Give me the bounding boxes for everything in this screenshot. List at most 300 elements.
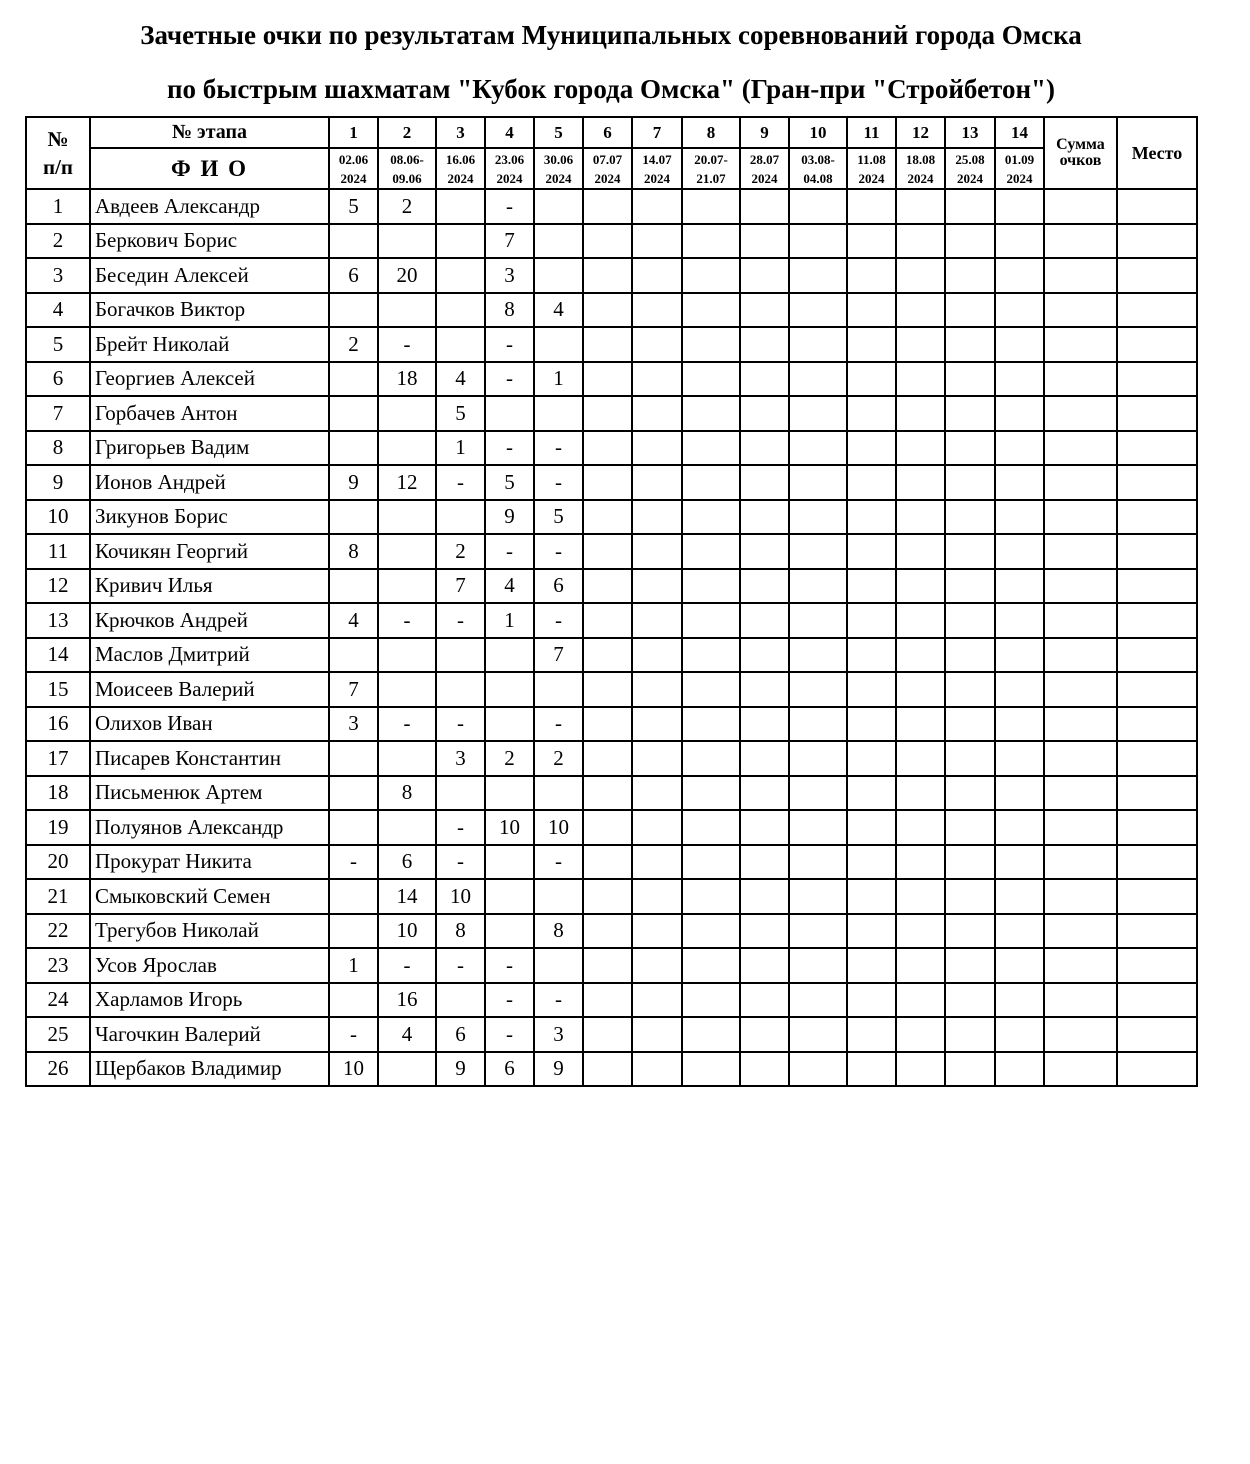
- score-cell-stage-10: [789, 948, 847, 983]
- sum-cell: [1044, 741, 1117, 776]
- score-cell-stage-2: [378, 224, 436, 259]
- score-cell-stage-3: 10: [436, 879, 485, 914]
- header-stage-date-line-1: 28.07: [749, 151, 780, 167]
- score-cell-stage-9: [740, 327, 789, 362]
- score-cell-stage-2: 14: [378, 879, 436, 914]
- score-cell-stage-11: [847, 362, 896, 397]
- score-cell-stage-12: [896, 1017, 945, 1052]
- score-cell-stage-14: [995, 776, 1044, 811]
- score-cell-stage-5: -: [534, 603, 583, 638]
- score-cell-stage-11: [847, 707, 896, 742]
- header-stage-date-line-2: 2024: [594, 170, 621, 186]
- score-cell-stage-7: [632, 362, 682, 397]
- score-cell-stage-2: 12: [378, 465, 436, 500]
- sum-cell: [1044, 293, 1117, 328]
- score-cell-stage-2: 2: [378, 189, 436, 224]
- row-number-cell: 17: [26, 741, 90, 776]
- score-cell-stage-12: [896, 845, 945, 880]
- score-cell-stage-3: 1: [436, 431, 485, 466]
- score-cell-stage-1: [329, 741, 378, 776]
- score-cell-stage-13: [945, 603, 995, 638]
- table-row: [26, 707, 1197, 742]
- table-row: [26, 603, 1197, 638]
- score-cell-stage-7: [632, 810, 682, 845]
- score-cell-stage-8: [682, 258, 740, 293]
- score-cell-stage-8: [682, 948, 740, 983]
- score-cell-stage-10: [789, 500, 847, 535]
- score-cell-stage-7: [632, 879, 682, 914]
- score-cell-stage-12: [896, 741, 945, 776]
- player-name-cell: Письменюк Артем: [90, 776, 329, 811]
- score-cell-stage-8: [682, 1052, 740, 1087]
- sum-cell: [1044, 500, 1117, 535]
- header-stage-date-line-1: 18.08: [905, 151, 936, 167]
- header-stage-8-number: 8: [682, 117, 740, 148]
- score-cell-stage-11: [847, 189, 896, 224]
- score-cell-stage-1: 4: [329, 603, 378, 638]
- header-stage-7-date: [632, 148, 682, 189]
- score-cell-stage-13: [945, 879, 995, 914]
- score-cell-stage-5: [534, 189, 583, 224]
- header-stage-11-date: [847, 148, 896, 189]
- table-row: [26, 776, 1197, 811]
- score-cell-stage-13: [945, 362, 995, 397]
- score-cell-stage-11: [847, 224, 896, 259]
- score-cell-stage-8: [682, 914, 740, 949]
- header-stage-13-date: [945, 148, 995, 189]
- score-cell-stage-12: [896, 362, 945, 397]
- score-cell-stage-7: [632, 224, 682, 259]
- score-cell-stage-14: [995, 638, 1044, 673]
- score-cell-stage-14: [995, 948, 1044, 983]
- table-row: [26, 500, 1197, 535]
- header-stage-date-line-1: 08.06-: [390, 151, 424, 167]
- player-name-cell: Прокурат Никита: [90, 845, 329, 880]
- row-number-cell: 13: [26, 603, 90, 638]
- score-cell-stage-13: [945, 672, 995, 707]
- score-cell-stage-10: [789, 983, 847, 1018]
- score-cell-stage-6: [583, 293, 632, 328]
- player-name-cell: Беркович Борис: [90, 224, 329, 259]
- score-cell-stage-10: [789, 258, 847, 293]
- score-cell-stage-2: [378, 534, 436, 569]
- score-cell-stage-9: [740, 810, 789, 845]
- score-cell-stage-4: -: [485, 948, 534, 983]
- header-stage-date-line-1: 30.06: [543, 151, 574, 167]
- place-cell: [1117, 500, 1197, 535]
- table-row: [26, 431, 1197, 466]
- score-cell-stage-10: [789, 1052, 847, 1087]
- place-cell: [1117, 431, 1197, 466]
- score-cell-stage-2: 20: [378, 258, 436, 293]
- place-cell: [1117, 948, 1197, 983]
- score-cell-stage-2: 16: [378, 983, 436, 1018]
- score-cell-stage-6: [583, 534, 632, 569]
- score-cell-stage-1: 9: [329, 465, 378, 500]
- score-cell-stage-12: [896, 983, 945, 1018]
- score-cell-stage-5: -: [534, 707, 583, 742]
- header-stage-9-number: 9: [740, 117, 789, 148]
- row-number-cell: 4: [26, 293, 90, 328]
- score-cell-stage-5: 9: [534, 1052, 583, 1087]
- table-row: [26, 845, 1197, 880]
- score-cell-stage-6: [583, 1017, 632, 1052]
- score-cell-stage-4: [485, 672, 534, 707]
- table-row: [26, 362, 1197, 397]
- sum-cell: [1044, 638, 1117, 673]
- player-name-cell: Крючков Андрей: [90, 603, 329, 638]
- score-cell-stage-6: [583, 603, 632, 638]
- score-cell-stage-10: [789, 741, 847, 776]
- score-cell-stage-9: [740, 431, 789, 466]
- score-cell-stage-4: 3: [485, 258, 534, 293]
- score-cell-stage-13: [945, 741, 995, 776]
- header-stage-14-date: [995, 148, 1044, 189]
- sum-cell: [1044, 362, 1117, 397]
- row-number-cell: 19: [26, 810, 90, 845]
- score-cell-stage-13: [945, 189, 995, 224]
- score-cell-stage-1: [329, 431, 378, 466]
- score-cell-stage-2: [378, 569, 436, 604]
- score-cell-stage-5: [534, 258, 583, 293]
- score-cell-stage-9: [740, 776, 789, 811]
- row-number-cell: 3: [26, 258, 90, 293]
- score-cell-stage-4: -: [485, 189, 534, 224]
- sum-cell: [1044, 189, 1117, 224]
- place-cell: [1117, 224, 1197, 259]
- score-cell-stage-10: [789, 776, 847, 811]
- score-cell-stage-12: [896, 810, 945, 845]
- score-cell-stage-10: [789, 707, 847, 742]
- sum-cell: [1044, 914, 1117, 949]
- score-cell-stage-13: [945, 983, 995, 1018]
- row-number-cell: 6: [26, 362, 90, 397]
- score-cell-stage-5: -: [534, 465, 583, 500]
- score-cell-stage-3: [436, 189, 485, 224]
- score-cell-stage-12: [896, 1052, 945, 1087]
- place-cell: [1117, 776, 1197, 811]
- score-cell-stage-13: [945, 500, 995, 535]
- score-cell-stage-11: [847, 914, 896, 949]
- score-cell-stage-3: [436, 258, 485, 293]
- header-stage-label: № этапа: [90, 117, 329, 148]
- row-number-cell: 9: [26, 465, 90, 500]
- score-cell-stage-8: [682, 362, 740, 397]
- score-cell-stage-11: [847, 983, 896, 1018]
- player-name-cell: Кочикян Георгий: [90, 534, 329, 569]
- score-cell-stage-1: [329, 396, 378, 431]
- score-cell-stage-9: [740, 672, 789, 707]
- header-stage-date-line-2: 2024: [545, 170, 572, 186]
- score-cell-stage-2: 6: [378, 845, 436, 880]
- place-cell: [1117, 189, 1197, 224]
- score-cell-stage-9: [740, 1052, 789, 1087]
- score-cell-stage-14: [995, 534, 1044, 569]
- row-number-cell: 18: [26, 776, 90, 811]
- score-cell-stage-14: [995, 1052, 1044, 1087]
- player-name-cell: Харламов Игорь: [90, 983, 329, 1018]
- score-cell-stage-14: [995, 327, 1044, 362]
- score-cell-stage-3: [436, 983, 485, 1018]
- score-cell-stage-13: [945, 1052, 995, 1087]
- score-cell-stage-1: [329, 914, 378, 949]
- score-cell-stage-2: [378, 293, 436, 328]
- header-stage-date-line-1: 23.06: [494, 151, 525, 167]
- row-number-cell: 21: [26, 879, 90, 914]
- score-cell-stage-10: [789, 362, 847, 397]
- table-row: [26, 810, 1197, 845]
- score-cell-stage-13: [945, 327, 995, 362]
- document-title-line-2: по быстрым шахматам "Кубок города Омска" (Гран-при "Стройбетон"): [166, 74, 1055, 104]
- sum-cell: [1044, 879, 1117, 914]
- score-cell-stage-6: [583, 327, 632, 362]
- score-cell-stage-9: [740, 534, 789, 569]
- score-cell-stage-2: [378, 672, 436, 707]
- row-number-cell: 15: [26, 672, 90, 707]
- place-cell: [1117, 603, 1197, 638]
- score-cell-stage-2: [378, 741, 436, 776]
- score-cell-stage-6: [583, 707, 632, 742]
- score-cell-stage-6: [583, 224, 632, 259]
- score-cell-stage-14: [995, 810, 1044, 845]
- place-cell: [1117, 569, 1197, 604]
- player-name-cell: Моисеев Валерий: [90, 672, 329, 707]
- score-cell-stage-12: [896, 603, 945, 638]
- score-cell-stage-6: [583, 465, 632, 500]
- score-cell-stage-6: [583, 362, 632, 397]
- score-cell-stage-2: 10: [378, 914, 436, 949]
- row-number-cell: 12: [26, 569, 90, 604]
- score-cell-stage-4: [485, 707, 534, 742]
- place-cell: [1117, 707, 1197, 742]
- row-number-cell: 20: [26, 845, 90, 880]
- score-cell-stage-6: [583, 948, 632, 983]
- score-cell-stage-4: [485, 845, 534, 880]
- score-cell-stage-7: [632, 914, 682, 949]
- score-cell-stage-5: 10: [534, 810, 583, 845]
- score-cell-stage-1: 3: [329, 707, 378, 742]
- place-cell: [1117, 638, 1197, 673]
- score-cell-stage-12: [896, 879, 945, 914]
- score-cell-stage-8: [682, 879, 740, 914]
- score-cell-stage-5: [534, 776, 583, 811]
- header-stage-date-line-2: 2024: [340, 170, 367, 186]
- sum-cell: [1044, 534, 1117, 569]
- header-stage-13-number: 13: [945, 117, 995, 148]
- score-cell-stage-5: 4: [534, 293, 583, 328]
- score-cell-stage-6: [583, 189, 632, 224]
- score-cell-stage-8: [682, 293, 740, 328]
- score-cell-stage-7: [632, 189, 682, 224]
- score-cell-stage-2: [378, 500, 436, 535]
- score-cell-stage-3: 9: [436, 1052, 485, 1087]
- score-cell-stage-11: [847, 603, 896, 638]
- score-cell-stage-3: [436, 327, 485, 362]
- score-cell-stage-1: 1: [329, 948, 378, 983]
- score-cell-stage-8: [682, 534, 740, 569]
- header-stage-8-date: [682, 148, 740, 189]
- score-cell-stage-3: -: [436, 603, 485, 638]
- score-cell-stage-13: [945, 431, 995, 466]
- score-cell-stage-1: [329, 879, 378, 914]
- score-cell-stage-1: 10: [329, 1052, 378, 1087]
- score-cell-stage-3: -: [436, 810, 485, 845]
- score-cell-stage-14: [995, 672, 1044, 707]
- score-cell-stage-13: [945, 569, 995, 604]
- place-cell: [1117, 327, 1197, 362]
- score-cell-stage-4: -: [485, 327, 534, 362]
- score-cell-stage-7: [632, 603, 682, 638]
- score-cell-stage-1: 5: [329, 189, 378, 224]
- score-cell-stage-14: [995, 224, 1044, 259]
- header-stage-date-line-1: 25.08: [955, 151, 985, 167]
- player-name-cell: Маслов Дмитрий: [90, 638, 329, 673]
- score-cell-stage-11: [847, 776, 896, 811]
- score-cell-stage-8: [682, 741, 740, 776]
- score-cell-stage-14: [995, 707, 1044, 742]
- table-row: [26, 638, 1197, 673]
- header-stage-7-number: 7: [632, 117, 682, 148]
- score-cell-stage-3: 8: [436, 914, 485, 949]
- score-cell-stage-4: 6: [485, 1052, 534, 1087]
- score-cell-stage-9: [740, 258, 789, 293]
- header-stage-date-line-2: 04.08: [803, 170, 833, 186]
- header-stage-date-line-1: 11.08: [857, 151, 886, 167]
- score-cell-stage-10: [789, 1017, 847, 1052]
- score-cell-stage-14: [995, 914, 1044, 949]
- score-cell-stage-11: [847, 845, 896, 880]
- score-cell-stage-6: [583, 638, 632, 673]
- score-cell-stage-6: [583, 500, 632, 535]
- header-stage-2-number: 2: [378, 117, 436, 148]
- score-cell-stage-8: [682, 396, 740, 431]
- header-stage-date-line-2: 2024: [1006, 170, 1033, 186]
- header-stage-date-line-2: 2024: [751, 170, 778, 186]
- score-cell-stage-7: [632, 707, 682, 742]
- score-cell-stage-4: 2: [485, 741, 534, 776]
- score-cell-stage-13: [945, 810, 995, 845]
- score-cell-stage-9: [740, 224, 789, 259]
- sum-cell: [1044, 810, 1117, 845]
- score-cell-stage-11: [847, 258, 896, 293]
- place-cell: [1117, 293, 1197, 328]
- place-cell: [1117, 983, 1197, 1018]
- score-cell-stage-2: 18: [378, 362, 436, 397]
- table-row: [26, 189, 1197, 224]
- score-cell-stage-6: [583, 983, 632, 1018]
- sum-cell: [1044, 1017, 1117, 1052]
- score-cell-stage-13: [945, 1017, 995, 1052]
- player-name-cell: Беседин Алексей: [90, 258, 329, 293]
- score-cell-stage-4: [485, 914, 534, 949]
- score-cell-stage-9: [740, 845, 789, 880]
- score-cell-stage-9: [740, 914, 789, 949]
- score-cell-stage-4: 7: [485, 224, 534, 259]
- score-cell-stage-5: 5: [534, 500, 583, 535]
- score-cell-stage-6: [583, 879, 632, 914]
- table-row: [26, 293, 1197, 328]
- row-number-cell: 1: [26, 189, 90, 224]
- score-cell-stage-6: [583, 431, 632, 466]
- score-cell-stage-7: [632, 672, 682, 707]
- place-cell: [1117, 362, 1197, 397]
- score-cell-stage-4: -: [485, 534, 534, 569]
- score-cell-stage-12: [896, 569, 945, 604]
- score-cell-stage-7: [632, 534, 682, 569]
- place-cell: [1117, 810, 1197, 845]
- score-cell-stage-1: [329, 810, 378, 845]
- score-cell-stage-9: [740, 293, 789, 328]
- score-cell-stage-9: [740, 189, 789, 224]
- score-cell-stage-11: [847, 1052, 896, 1087]
- sum-cell: [1044, 983, 1117, 1018]
- player-name-cell: Авдеев Александр: [90, 189, 329, 224]
- score-cell-stage-11: [847, 1017, 896, 1052]
- score-cell-stage-2: [378, 396, 436, 431]
- score-cell-stage-4: 8: [485, 293, 534, 328]
- header-stage-date-line-1: 02.06: [338, 151, 369, 167]
- score-cell-stage-12: [896, 534, 945, 569]
- score-cell-stage-8: [682, 983, 740, 1018]
- score-cell-stage-2: [378, 810, 436, 845]
- place-cell: [1117, 741, 1197, 776]
- score-cell-stage-13: [945, 638, 995, 673]
- table-row: [26, 914, 1197, 949]
- score-cell-stage-6: [583, 810, 632, 845]
- score-cell-stage-12: [896, 707, 945, 742]
- score-cell-stage-4: [485, 776, 534, 811]
- table-row: [26, 534, 1197, 569]
- score-cell-stage-10: [789, 638, 847, 673]
- score-cell-stage-6: [583, 396, 632, 431]
- score-cell-stage-10: [789, 396, 847, 431]
- table-row: [26, 879, 1197, 914]
- score-cell-stage-12: [896, 776, 945, 811]
- score-cell-stage-14: [995, 431, 1044, 466]
- header-stage-5-date: [534, 148, 583, 189]
- score-cell-stage-10: [789, 327, 847, 362]
- sum-cell: [1044, 845, 1117, 880]
- place-cell: [1117, 1017, 1197, 1052]
- score-cell-stage-9: [740, 603, 789, 638]
- header-stage-10-date: [789, 148, 847, 189]
- score-cell-stage-3: [436, 776, 485, 811]
- score-cell-stage-11: [847, 534, 896, 569]
- table-row: [26, 1017, 1197, 1052]
- score-cell-stage-9: [740, 948, 789, 983]
- sum-cell: [1044, 431, 1117, 466]
- score-cell-stage-13: [945, 914, 995, 949]
- sum-cell: [1044, 327, 1117, 362]
- score-cell-stage-3: 6: [436, 1017, 485, 1052]
- sum-cell: [1044, 707, 1117, 742]
- document-title-line-1: Зачетные очки по результатам Муниципальных соревнований города Омска: [140, 20, 1082, 50]
- score-cell-stage-11: [847, 741, 896, 776]
- score-cell-stage-4: -: [485, 431, 534, 466]
- score-cell-stage-8: [682, 1017, 740, 1052]
- player-name-cell: Чагочкин Валерий: [90, 1017, 329, 1052]
- header-stage-11-number: 11: [847, 117, 896, 148]
- score-cell-stage-13: [945, 948, 995, 983]
- header-stage-4-number: 4: [485, 117, 534, 148]
- score-cell-stage-5: [534, 879, 583, 914]
- score-cell-stage-2: -: [378, 603, 436, 638]
- score-cell-stage-14: [995, 362, 1044, 397]
- player-name-cell: Усов Ярослав: [90, 948, 329, 983]
- score-cell-stage-6: [583, 672, 632, 707]
- header-stage-2-date: [378, 148, 436, 189]
- player-name-cell: Брейт Николай: [90, 327, 329, 362]
